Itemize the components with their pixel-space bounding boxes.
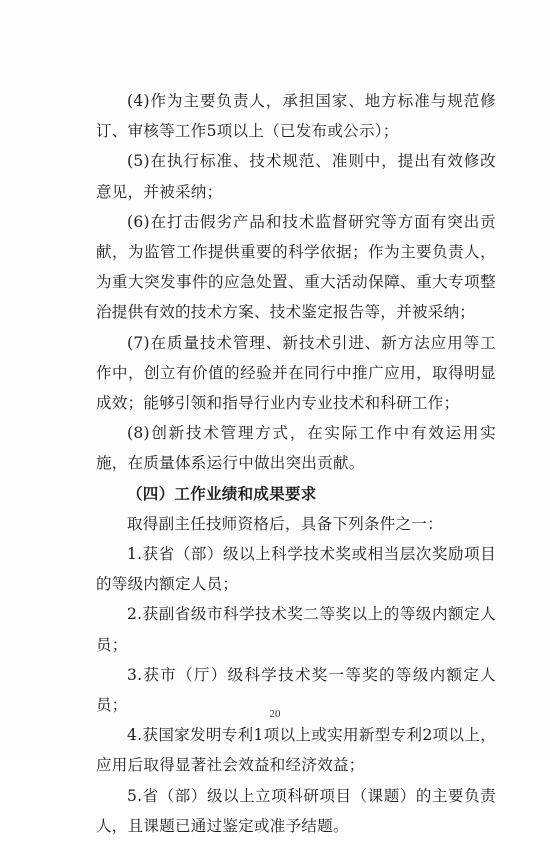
document-body (96, 86, 496, 841)
paragraph-item-6: (6)在打击假劣产品和技术监督研究等方面有突出贡献，为监管工作提供重要的科学依据；作为主要负责人，为重大突发事件的应急处置、重大活动保障、重大专项整治提供有效的技术方案、技术鉴定报告等，并被采纳； (96, 212, 496, 322)
condition-item-2: 2.获副省级市科学技术奖二等奖以上的等级内额定人员； (96, 605, 496, 654)
paragraph-item-5: (5)在执行标准、技术规范、准则中，提出有效修改意见，并被采纳； (96, 152, 496, 201)
paragraph-item-8: (8)创新技术管理方式，在实际工作中有效运用实施，在质量体系运行中做出突出贡献。 (96, 424, 496, 473)
page-number: 20 (269, 708, 281, 720)
paragraph-item-7: (7)在质量技术管理、新技术引进、新方法应用等工作中，创立有价值的经验并在同行中推广应用，取得明显成效；能够引领和指导行业内专业技术和科研工作； (96, 333, 496, 413)
condition-item-4: 4.获国家发明专利1项以上或实用新型专利2项以上，应用后取得显著社会效益和经济效益； (96, 726, 496, 775)
condition-item-5: 5.省（部）级以上立项科研项目（课题）的主要负责人，且课题已通过鉴定或准予结题。 (96, 786, 496, 835)
condition-item-1: 1.获省（部）级以上科学技术奖或相当层次奖励项目的等级内额定人员； (96, 545, 496, 594)
section-intro: 取得副主任技师资格后，具备下列条件之一： (127, 514, 444, 533)
section-heading: （四）工作业绩和成果要求 (127, 483, 317, 503)
condition-item-3: 3.获市（厅）级科学技术奖一等奖的等级内额定人员； (96, 665, 496, 715)
paragraph-item-4: (4)作为主要负责人，承担国家、地方标准与规范修订、审核等工作5项以上（已发布或公示）； (96, 92, 496, 141)
